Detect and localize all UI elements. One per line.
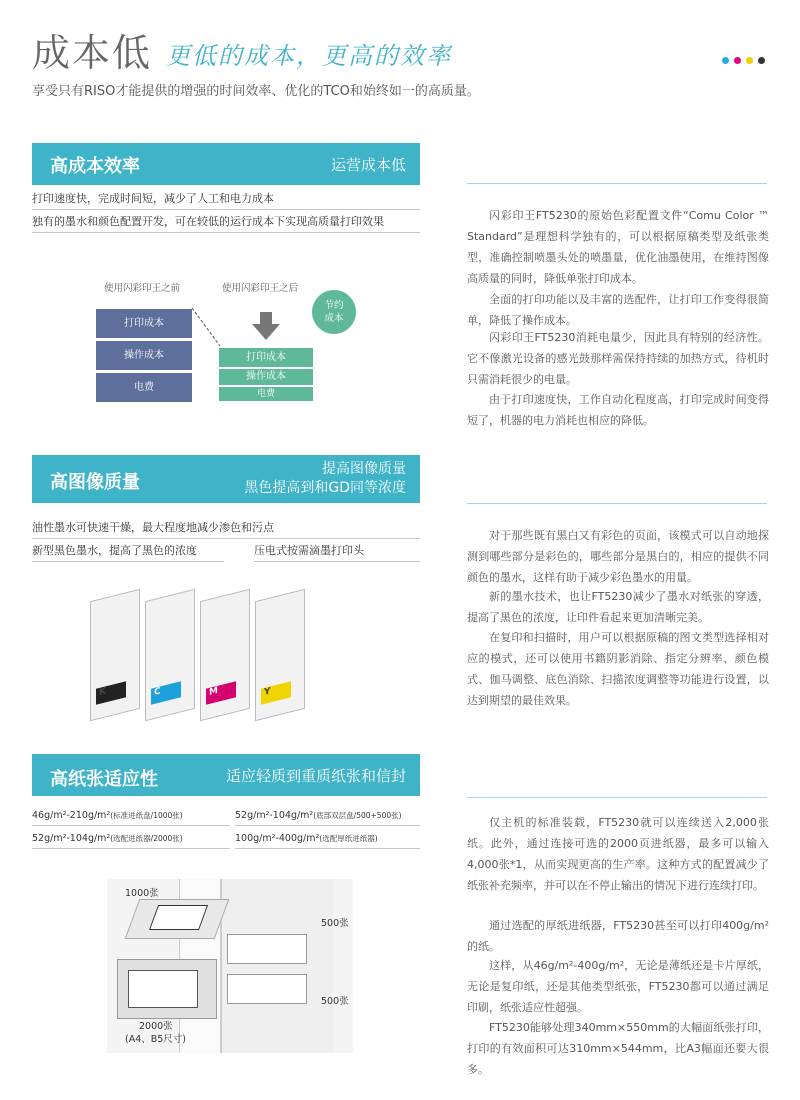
- paper-spec: [32, 804, 230, 826]
- divider-rule: [467, 797, 767, 798]
- after-label: 使用闪彩印王之后: [222, 283, 299, 294]
- body-paragraph: FT5230能够处理340mm×550mm的大幅面纸张打印，打印的有效面积可达310mm×544mm，比A3幅面还要大很多。: [467, 1021, 769, 1076]
- paper-stack: [128, 970, 198, 1008]
- body-paragraph: 新的墨水技术，也让FT5230减少了墨水对纸张的穿透，提高了黑色的浓度，让印件看起来更加清晰完美。: [467, 590, 769, 624]
- cartridge-letter: C: [151, 681, 181, 704]
- body-paragraph: 仅主机的标准装载，FT5230就可以连续送入2,000张纸。此外，通过连接可选的2000页进纸器，最多可以输入4,000张*1，从而实现更高的生产率。这种方式的配置减少了纸张补充频率，并可以在不停止输出的情况下进行连续打印。: [467, 816, 769, 892]
- after-operation-cost: 操作成本: [219, 369, 313, 385]
- body-paragraph: 这样，从46g/m²-400g/m²，无论是薄纸还是卡片厚纸，无论是复印纸，还是其他类型纸张，FT5230都可以通过满足印刷，纸张适应性超强。: [467, 959, 769, 1014]
- printer-cabinet: [221, 879, 333, 1053]
- after-print-cost: 打印成本: [219, 348, 313, 367]
- color-dot: [758, 57, 765, 64]
- before-electricity: 电费: [96, 373, 192, 402]
- color-dot: [734, 57, 741, 64]
- spec-note: (标准进纸盘/1000张): [110, 811, 183, 820]
- spec-note: (底部双层盘/500+500张): [313, 811, 402, 820]
- section-heading: 高成本效率: [50, 156, 140, 177]
- color-dots: [722, 57, 765, 64]
- feature-line: 独有的墨水和颜色配置开发，可在较低的运行成本下实现高质量打印效果: [32, 211, 420, 233]
- section-tagline: [244, 460, 406, 498]
- feature-line: 油性墨水可快速干燥，最大程度地减少渗色和污点: [32, 517, 420, 539]
- section-banner-quality: [32, 455, 420, 503]
- ink-cartridges-photo: [90, 590, 330, 720]
- ink-cartridge: [255, 589, 305, 721]
- paper-tray-1000: [125, 899, 230, 939]
- intro-text: 享受只有RISO才能提供的增强的时间效率、优化的TCO和始终如一的高质量。: [32, 84, 480, 99]
- divider-rule: [467, 183, 767, 184]
- down-arrow-icon: [252, 312, 280, 342]
- feature-line: 压电式按需滴墨打印头: [254, 540, 420, 562]
- saving-badge: [312, 290, 356, 334]
- color-dot: [746, 57, 753, 64]
- divider-rule: [467, 503, 767, 504]
- ink-cartridge: [200, 589, 250, 721]
- saving-text-2: 成本: [324, 313, 344, 324]
- dashed-connector: [190, 300, 230, 350]
- section-banner-cost: [32, 143, 420, 185]
- spec-note: (选配进纸器/2000张): [110, 834, 183, 843]
- section-banner-paper: [32, 754, 420, 796]
- body-paragraph: 闪彩印王FT5230的原始色彩配置文件“Comu Color ™ Standard”是理想科学独有的，可以根据原稿类型及纸张类型，准确控制喷墨头处的喷墨量，优化油墨使用，在维持图像高质量的同时，降低单张打印成本。: [467, 209, 769, 285]
- spec-note: (选配厚纸进纸器): [319, 834, 378, 843]
- cartridge-letter: Y: [261, 681, 291, 704]
- spec-main: 46g/m²-210g/m²: [32, 810, 111, 821]
- label-1000: 1000张: [125, 888, 159, 899]
- section-heading: 高纸张适应性: [50, 769, 158, 790]
- spec-main: 100g/m²-400g/m²: [235, 833, 320, 844]
- cartridge-letter: M: [206, 681, 236, 704]
- cartridge-letter: K: [96, 681, 126, 704]
- before-print-cost: 打印成本: [96, 309, 192, 338]
- section-tagline: 适应轻质到重质纸张和信封: [225, 767, 406, 785]
- color-dot: [722, 57, 729, 64]
- before-label: 使用闪彩印王之前: [104, 283, 181, 294]
- spec-main: 52g/m²-104g/m²: [32, 833, 111, 844]
- body-paragraph: 对于那些既有黑白又有彩色的页面，该模式可以自动地探测到哪些部分是彩色的，哪些部分是黑白的，相应的提供不同颜色的墨水，这样有助于减少彩色墨水的用量。: [467, 529, 769, 584]
- page-title: 成本低: [32, 31, 153, 75]
- paper-spec: [235, 827, 420, 849]
- body-paragraph: 全面的打印功能以及丰富的选配件，让打印工作变得很简单，降低了操作成本。: [467, 293, 769, 327]
- paper-tray-500: [227, 934, 307, 964]
- body-paragraph: 通过选配的厚纸进纸器，FT5230甚至可以打印400g/m²的纸。: [467, 919, 769, 953]
- body-paragraph: 闪彩印王FT5230消耗电量少，因此具有特别的经济性。它不像激光设备的感光鼓那样需保持持续的加热方式，待机时只需消耗很少的电量。: [467, 331, 769, 386]
- spec-main: 52g/m²-104g/m²: [235, 810, 314, 821]
- ink-cartridge: [90, 589, 140, 721]
- paper-spec: [32, 827, 230, 849]
- before-operation-cost: 操作成本: [96, 341, 192, 370]
- paper-spec: [235, 804, 420, 826]
- saving-text-1: 节约: [324, 300, 344, 311]
- section-tagline: 运营成本低: [330, 156, 406, 174]
- printer-photo: [107, 879, 353, 1053]
- label-500-lower: 500张: [321, 996, 349, 1007]
- body-paragraph: 在复印和扫描时，用户可以根据原稿的图文类型选择相对应的模式，还可以使用书籍阴影消除、指定分辨率、颜色模式、伽马调整、底色消除、扫描浓度调整等功能进行设置，以达到期望的最佳效果。: [467, 631, 769, 707]
- after-electricity: 电费: [219, 387, 313, 401]
- label-2000-size: (A4、B5尺寸): [125, 1034, 187, 1045]
- body-paragraph: 由于打印速度快，工作自动化程度高，打印完成时间变得短了，机器的电力消耗也相应的降低。: [467, 393, 769, 427]
- paper-tray-2000: [117, 959, 217, 1019]
- label-2000: 2000张: [139, 1021, 173, 1032]
- tagline-line: 黑色提高到和GD同等浓度: [244, 480, 406, 496]
- section-heading: 高图像质量: [50, 472, 140, 493]
- label-500-upper: 500张: [321, 918, 349, 929]
- paper-stack: [149, 905, 208, 930]
- ink-cartridge: [145, 589, 195, 721]
- feature-line: 打印速度快，完成时间短，减少了人工和电力成本: [32, 188, 420, 210]
- page-subtitle: 更低的成本，更高的效率: [166, 42, 452, 70]
- paper-tray-500: [227, 974, 307, 1004]
- feature-line: 新型黑色墨水，提高了黑色的浓度: [32, 540, 224, 562]
- tagline-line: 提高图像质量: [322, 461, 406, 477]
